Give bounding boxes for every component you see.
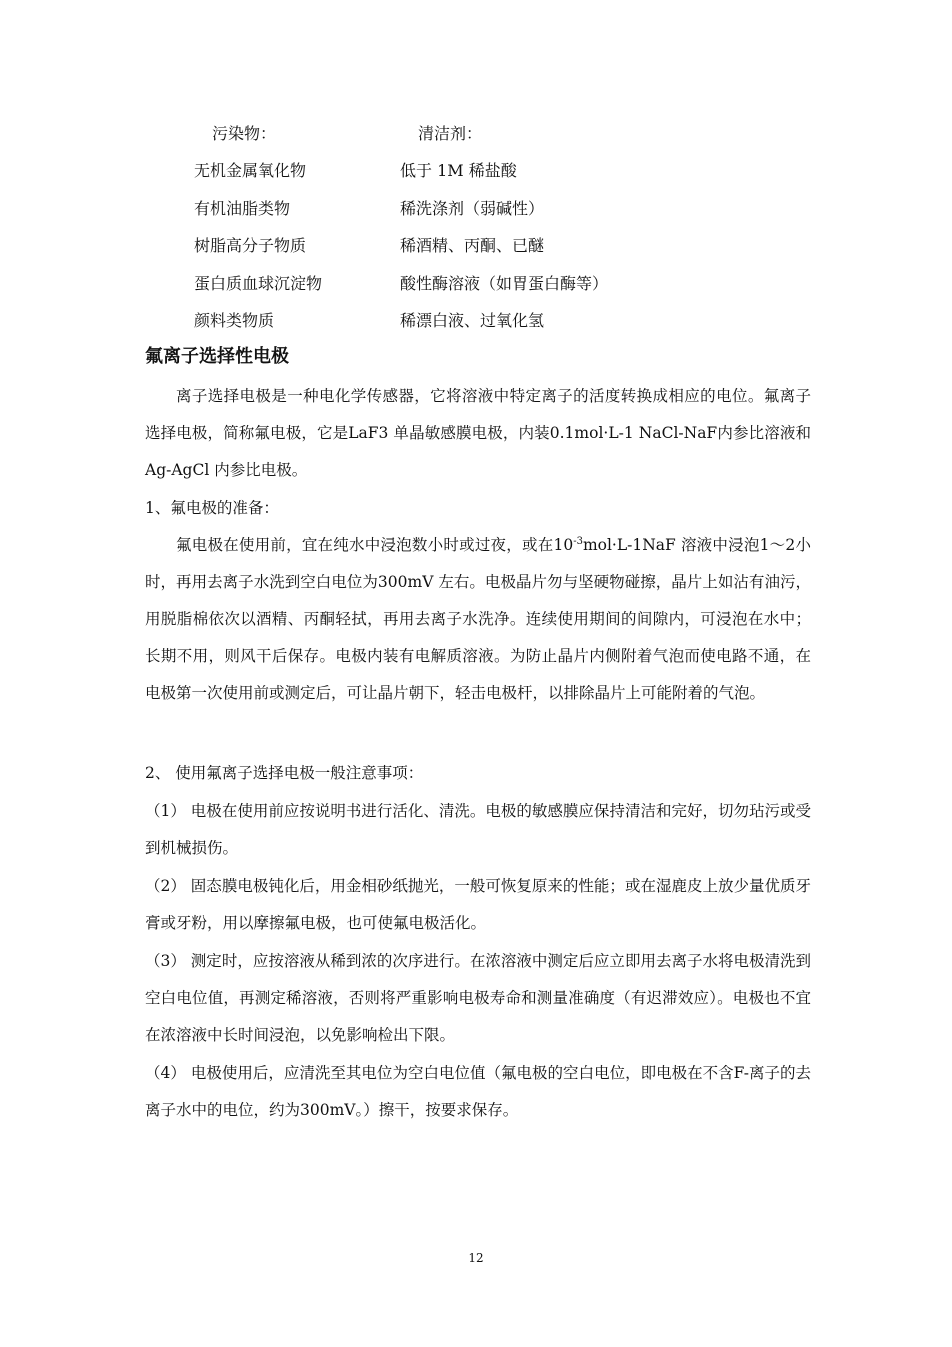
prep-text-part1: 氟电极在使用前，宜在纯水中浸泡数小时或过夜，或在10 [176,536,574,554]
table-row [0,196,952,222]
table-row [0,233,952,259]
section-title: 氟离子选择性电极 [145,346,289,367]
prep-paragraph [145,527,811,712]
table-row [0,158,952,184]
prep-text-part2: mol·L-1NaF 溶液中浸泡1～2小时，再用去离子水洗到空白电位为300mV 左右。电极晶片勿与坚硬物碰擦，晶片上如沾有油污，用脱脂棉依次以酒精、丙酮轻拭，再用去离子水洗净。连续使用期间的间隙内，可浸泡在水中；长期不用，则风干后保存。电极内装有电解质溶液。为防止晶片内侧附着气泡而使电路不通，在电极第一次使用前或测定后，可让晶片朝下，轻击电极杆，以排除晶片上可能附着的气泡。 [145,536,811,702]
header-contaminant: 污染物： [212,124,277,143]
table-header [0,121,952,147]
contaminant-cell: 蛋白质血球沉淀物 [194,274,323,293]
intro-paragraph: 离子选择电极是一种电化学传感器，它将溶液中特定离子的活度转换成相应的电位。氟离子选择电极，简称氟电极，它是LaF3 单晶敏感膜电极，内装0.1mol·L-1 NaCl-NaF内参比溶液和Ag-AgCl 内参比电极。 [145,387,811,479]
cleaner-cell: 稀漂白液、过氧化氢 [400,311,545,330]
page-number: 12 [468,1251,484,1265]
cleaner-cell: 稀洗涤剂（弱碱性） [400,199,545,218]
table-row [0,271,952,297]
note-item: （1） 电极在使用前应按说明书进行活化、清洗。电极的敏感膜应保持清洁和完好，切勿玷污或受到机械损伤。 [145,802,811,857]
exponent-superscript: -3 [573,535,583,547]
header-cleaner: 清洁剂： [418,124,483,143]
notes-heading: 2、 使用氟离子选择电极一般注意事项： [145,764,424,782]
contaminant-cell: 颜料类物质 [194,311,275,330]
contaminant-cell: 无机金属氧化物 [194,161,307,180]
prep-heading: 1、氟电极的准备： [145,499,279,517]
cleaner-cell: 稀酒精、丙酮、已醚 [400,236,545,255]
contaminant-cell: 有机油脂类物 [194,199,291,218]
cleaner-cell: 酸性酶溶液（如胃蛋白酶等） [400,274,609,293]
table-row [0,308,952,334]
contaminant-cell: 树脂高分子物质 [194,236,307,255]
note-item: （3） 测定时，应按溶液从稀到浓的次序进行。在浓溶液中测定后应立即用去离子水将电极清洗到空白电位值，再测定稀溶液，否则将严重影响电极寿命和测量准确度（有迟滞效应）。电极也不宜在浓溶液中长时间浸泡，以免影响检出下限。 [145,952,811,1044]
note-item: （2） 固态膜电极钝化后，用金相砂纸抛光，一般可恢复原来的性能；或在湿鹿皮上放少量优质牙膏或牙粉，用以摩擦氟电极，也可使氟电极活化。 [145,877,811,932]
note-item: （4） 电极使用后，应清洗至其电位为空白电位值（氟电极的空白电位，即电极在不含F-离子的去离子水中的电位，约为300mV。）擦干，按要求保存。 [145,1064,811,1119]
cleaner-cell: 低于 1M 稀盐酸 [400,161,517,180]
